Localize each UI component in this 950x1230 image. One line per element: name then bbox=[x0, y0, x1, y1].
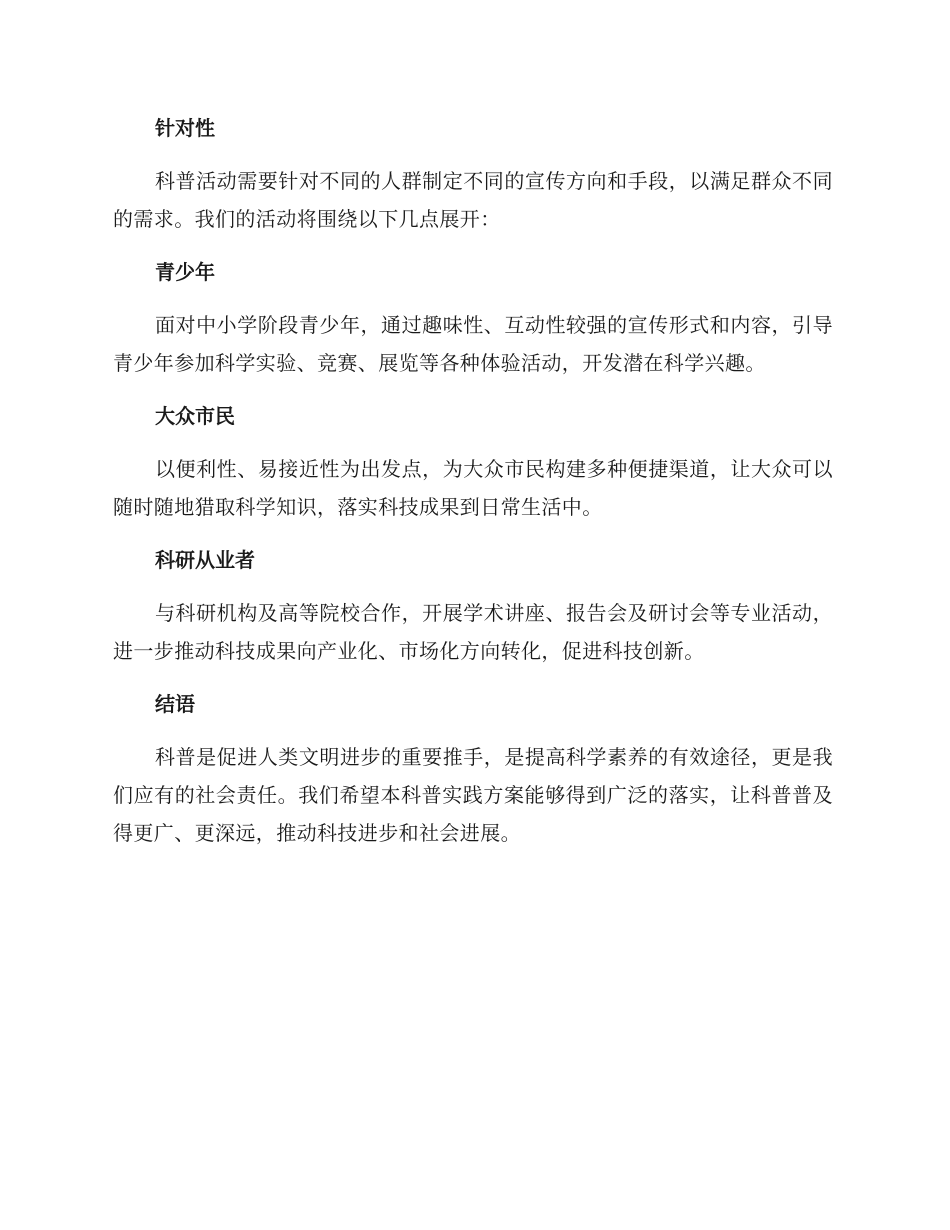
spacer bbox=[113, 670, 833, 684]
section-heading-public: 大众市民 bbox=[155, 404, 235, 428]
section-heading-targeting: 针对性 bbox=[155, 116, 215, 140]
paragraph-targeting: 科普活动需要针对不同的人群制定不同的宣传方向和手段，以满足群众不同的需求。我们的活动将围绕以下几点展开： bbox=[113, 169, 833, 231]
spacer bbox=[113, 238, 833, 252]
document-page bbox=[113, 108, 833, 852]
spacer bbox=[113, 580, 833, 594]
paragraph-youth: 面对中小学阶段青少年，通过趣味性、互动性较强的宣传形式和内容，引导青少年参加科学实验、竞赛、展览等各种体验活动，开发潜在科学兴趣。 bbox=[113, 313, 833, 375]
paragraph-researchers: 与科研机构及高等院校合作，开展学术讲座、报告会及研讨会等专业活动，进一步推动科技成果向产业化、市场化方向转化，促进科技创新。 bbox=[113, 601, 833, 663]
section-heading-researchers: 科研从业者 bbox=[155, 548, 255, 572]
spacer bbox=[113, 724, 833, 738]
paragraph-public: 以便利性、易接近性为出发点，为大众市民构建多种便捷渠道，让大众可以随时随地猎取科学知识，落实科技成果到日常生活中。 bbox=[113, 457, 833, 519]
paragraph-conclusion: 科普是促进人类文明进步的重要推手，是提高科学素养的有效途径，更是我们应有的社会责任。我们希望本科普实践方案能够得到广泛的落实，让科普普及得更广、更深远，推动科技进步和社会进展。 bbox=[113, 745, 833, 845]
spacer bbox=[113, 526, 833, 540]
spacer bbox=[113, 382, 833, 396]
spacer bbox=[113, 148, 833, 162]
spacer bbox=[113, 436, 833, 450]
section-heading-conclusion: 结语 bbox=[155, 692, 195, 716]
spacer bbox=[113, 292, 833, 306]
section-heading-youth: 青少年 bbox=[155, 260, 215, 284]
